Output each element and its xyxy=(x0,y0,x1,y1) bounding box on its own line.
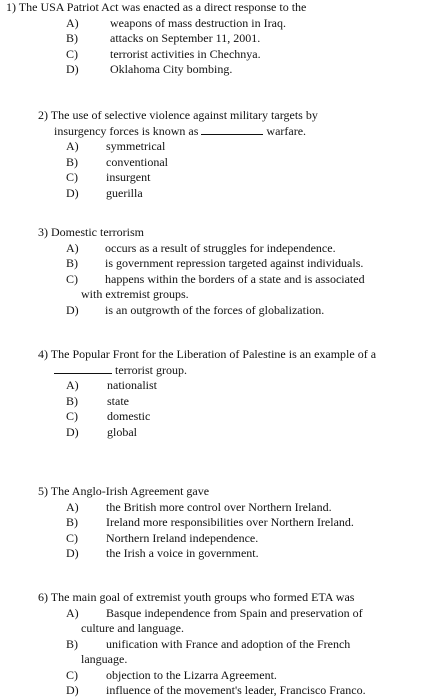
question-text-after-blank: terrorist group. xyxy=(115,362,187,377)
question-text: The USA Patriot Act was enacted as a direct response to the xyxy=(18,0,307,14)
option-text: the British more control over Northern Ireland. xyxy=(106,499,332,514)
option-text: state xyxy=(107,393,129,408)
option-text: Basque independence from Spain and preservation of xyxy=(106,605,363,620)
question-2 xyxy=(0,108,431,201)
option-c xyxy=(0,409,431,425)
option-text: Northern Ireland independence. xyxy=(106,530,259,545)
question-stem xyxy=(0,225,431,241)
question-number: 4) xyxy=(38,347,48,361)
question-number: 5) xyxy=(38,484,48,498)
option-text: unification with France and adoption of the French xyxy=(106,636,351,651)
option-letter: A) xyxy=(66,139,79,153)
question-text-before-blank: The use of selective violence against military targets by insurgency forces is known as xyxy=(50,108,318,138)
option-a xyxy=(0,606,431,622)
question-stem xyxy=(0,347,431,378)
option-d xyxy=(0,683,431,699)
option-c xyxy=(0,531,431,547)
option-letter: B) xyxy=(66,154,78,169)
option-letter: A) xyxy=(66,605,79,620)
question-6 xyxy=(0,590,431,699)
option-c xyxy=(0,272,431,288)
question-3 xyxy=(0,225,431,318)
option-d xyxy=(0,546,431,562)
option-a xyxy=(0,139,431,155)
option-d xyxy=(0,62,431,78)
question-stem xyxy=(0,484,431,500)
option-a xyxy=(0,378,431,394)
option-b xyxy=(0,394,431,410)
option-d xyxy=(0,303,431,319)
question-stem xyxy=(0,590,431,606)
option-text: insurgent xyxy=(106,170,151,184)
answer-blank xyxy=(201,124,263,135)
option-c xyxy=(0,47,431,63)
option-b xyxy=(0,637,431,653)
option-letter: B) xyxy=(66,393,78,408)
option-text: is government repression targeted against individuals. xyxy=(105,256,364,270)
option-text: attacks on September 11, 2001. xyxy=(110,31,261,45)
option-letter: D) xyxy=(66,546,79,560)
question-number: 1) xyxy=(6,0,16,14)
option-letter: A) xyxy=(66,499,79,514)
option-b xyxy=(0,256,431,272)
option-continuation: language. xyxy=(81,652,128,666)
option-letter: C) xyxy=(66,409,78,423)
question-text: The main goal of extremist youth groups who formed ETA was xyxy=(50,590,355,604)
option-text: symmetrical xyxy=(106,139,166,153)
option-letter: A) xyxy=(66,378,79,392)
option-letter: D) xyxy=(66,424,79,439)
question-stem xyxy=(0,0,431,16)
option-letter: B) xyxy=(66,636,78,651)
option-text: conventional xyxy=(106,154,168,169)
option-text: terrorist activities in Chechnya. xyxy=(110,46,261,61)
option-letter: C) xyxy=(66,46,78,61)
option-a xyxy=(0,500,431,516)
question-text: The Anglo-Irish Agreement gave xyxy=(50,484,210,498)
option-letter: D) xyxy=(66,185,79,200)
option-c xyxy=(0,170,431,186)
option-text: the Irish a voice in government. xyxy=(106,546,259,560)
option-text: nationalist xyxy=(107,378,157,392)
option-a xyxy=(0,16,431,32)
option-d xyxy=(0,425,431,441)
option-letter: C) xyxy=(66,667,78,682)
question-text: Domestic terrorism xyxy=(51,225,144,239)
option-text: happens within the borders of a state and is associated xyxy=(105,271,365,286)
option-continuation: culture and language. xyxy=(81,621,184,635)
option-d xyxy=(0,186,431,202)
option-text: domestic xyxy=(107,409,151,423)
option-text: objection to the Lizarra Agreement. xyxy=(106,667,277,682)
question-5 xyxy=(0,484,431,562)
option-letter: D) xyxy=(66,302,79,317)
option-text: occurs as a result of struggles for independence. xyxy=(105,240,336,255)
option-text: Ireland more responsibilities over Northern Ireland. xyxy=(106,515,354,529)
option-letter: B) xyxy=(66,31,78,45)
question-text-after-blank: warfare. xyxy=(266,123,307,138)
question-number: 6) xyxy=(38,590,48,604)
option-letter: C) xyxy=(66,271,78,286)
option-letter: D) xyxy=(66,62,79,76)
question-4 xyxy=(0,347,431,440)
option-text: guerilla xyxy=(106,185,143,200)
question-number: 3) xyxy=(38,225,48,239)
option-letter: B) xyxy=(66,256,78,270)
option-letter: A) xyxy=(66,240,79,255)
question-stem xyxy=(0,108,431,139)
question-number: 2) xyxy=(38,108,48,122)
option-text: global xyxy=(107,424,137,439)
question-1 xyxy=(0,0,431,78)
option-letter: C) xyxy=(66,170,78,184)
option-b xyxy=(0,155,431,171)
option-letter: B) xyxy=(66,515,78,529)
option-letter: A) xyxy=(66,15,79,30)
question-text-before-blank: The Popular Front for the Liberation of Palestine is an example of a xyxy=(50,347,377,361)
option-text: is an outgrowth of the forces of globalization. xyxy=(105,302,325,317)
option-b xyxy=(0,515,431,531)
answer-blank xyxy=(54,363,112,374)
option-letter: D) xyxy=(66,683,79,697)
option-c xyxy=(0,668,431,684)
option-letter: C) xyxy=(66,530,78,545)
option-b xyxy=(0,31,431,47)
option-a xyxy=(0,241,431,257)
option-text: Oklahoma City bombing. xyxy=(110,62,233,76)
option-text: influence of the movement's leader, Francisco Franco. xyxy=(106,683,366,697)
option-text: weapons of mass destruction in Iraq. xyxy=(110,15,286,30)
option-continuation: with extremist groups. xyxy=(81,287,189,301)
